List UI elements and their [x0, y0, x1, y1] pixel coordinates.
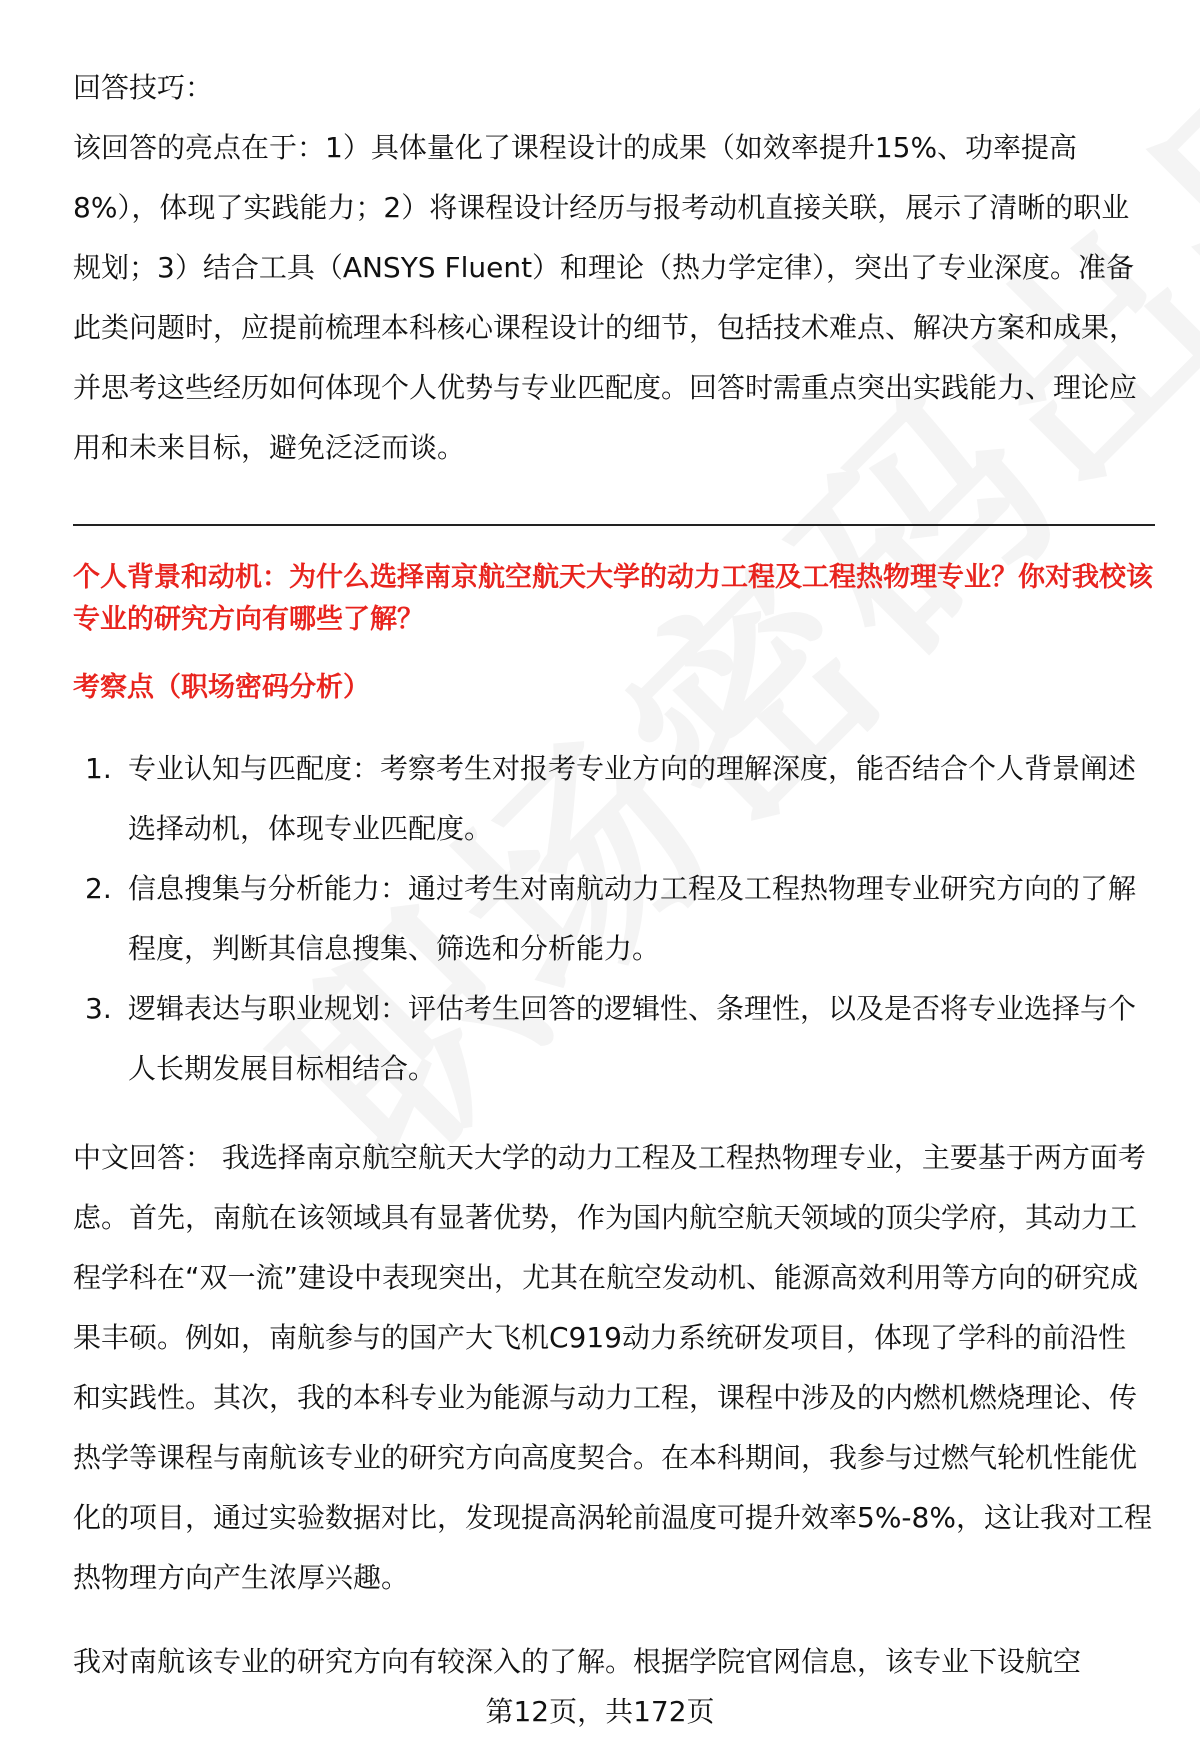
tips-label: 回答技巧：: [73, 71, 214, 104]
list-item-text: 专业认知与匹配度：考察考生对报考专业方向的理解深度，能否结合个人背景阐述选择动机，体现专业匹配度。: [128, 752, 1137, 845]
page-number: 第12页，共172页: [485, 1695, 715, 1728]
question-heading: 个人背景和动机：为什么选择南京航空航天大学的动力工程及工程热物理专业？你对我校该专业的研究方向有哪些了解？: [73, 562, 1153, 635]
list-item: [73, 979, 1155, 1099]
section-divider: [73, 524, 1155, 526]
answer-paragraph-2: 我对南航该专业的研究方向有较深入的了解。根据学院官网信息，该专业下设航空: [73, 1645, 1082, 1678]
assessment-list: [73, 739, 1155, 1099]
answer-paragraph-1: 中文回答： 我选择南京航空航天大学的动力工程及工程热物理专业，主要基于两方面考虑。首先，南航在该领域具有显著优势，作为国内航空航天领域的顶尖学府，其动力工程学科在“双一流”建设中表现突出，尤其在航空发动机、能源高效利用等方向的研究成果丰硕。例如，南航参与的国产大飞机C919动力系统研发项目，体现了学科的前沿性和实践性。其次，我的本科专业为能源与动力工程，课程中涉及的内燃机燃烧理论、传热学等课程与南航该专业的研究方向高度契合。在本科期间，我参与过燃气轮机性能优化的项目，通过实验数据对比，发现提高涡轮前温度可提升效率5%-8%，这让我对工程热物理方向产生浓厚兴趣。: [73, 1141, 1152, 1594]
list-item-number: 3.: [85, 992, 112, 1025]
tips-paragraph: 该回答的亮点在于：1）具体量化了课程设计的成果（如效率提升15%、功率提高8%），体现了实践能力；2）将课程设计经历与报考动机直接关联，展示了清晰的职业规划；3）结合工具（ANSYS Fluent）和理论（热力学定律），突出了专业深度。准备此类问题时，应提前梳理本科核心课程设计的细节，包括技术难点、解决方案和成果，并思考这些经历如何体现个人优势与专业匹配度。回答时需重点突出实践能力、理论应用和未来目标，避免泛泛而谈。: [73, 131, 1138, 464]
assessment-heading: 考察点（职场密码分析）: [73, 672, 370, 703]
list-item-number: 1.: [85, 752, 112, 785]
list-item-number: 2.: [85, 872, 112, 905]
list-item: [73, 739, 1155, 859]
list-item: [73, 859, 1155, 979]
list-item-text: 逻辑表达与职业规划：评估考生回答的逻辑性、条理性，以及是否将专业选择与个人长期发展目标相结合。: [128, 992, 1137, 1085]
list-item-text: 信息搜集与分析能力：通过考生对南航动力工程及工程热物理专业研究方向的了解程度，判断其信息搜集、筛选和分析能力。: [128, 872, 1137, 965]
